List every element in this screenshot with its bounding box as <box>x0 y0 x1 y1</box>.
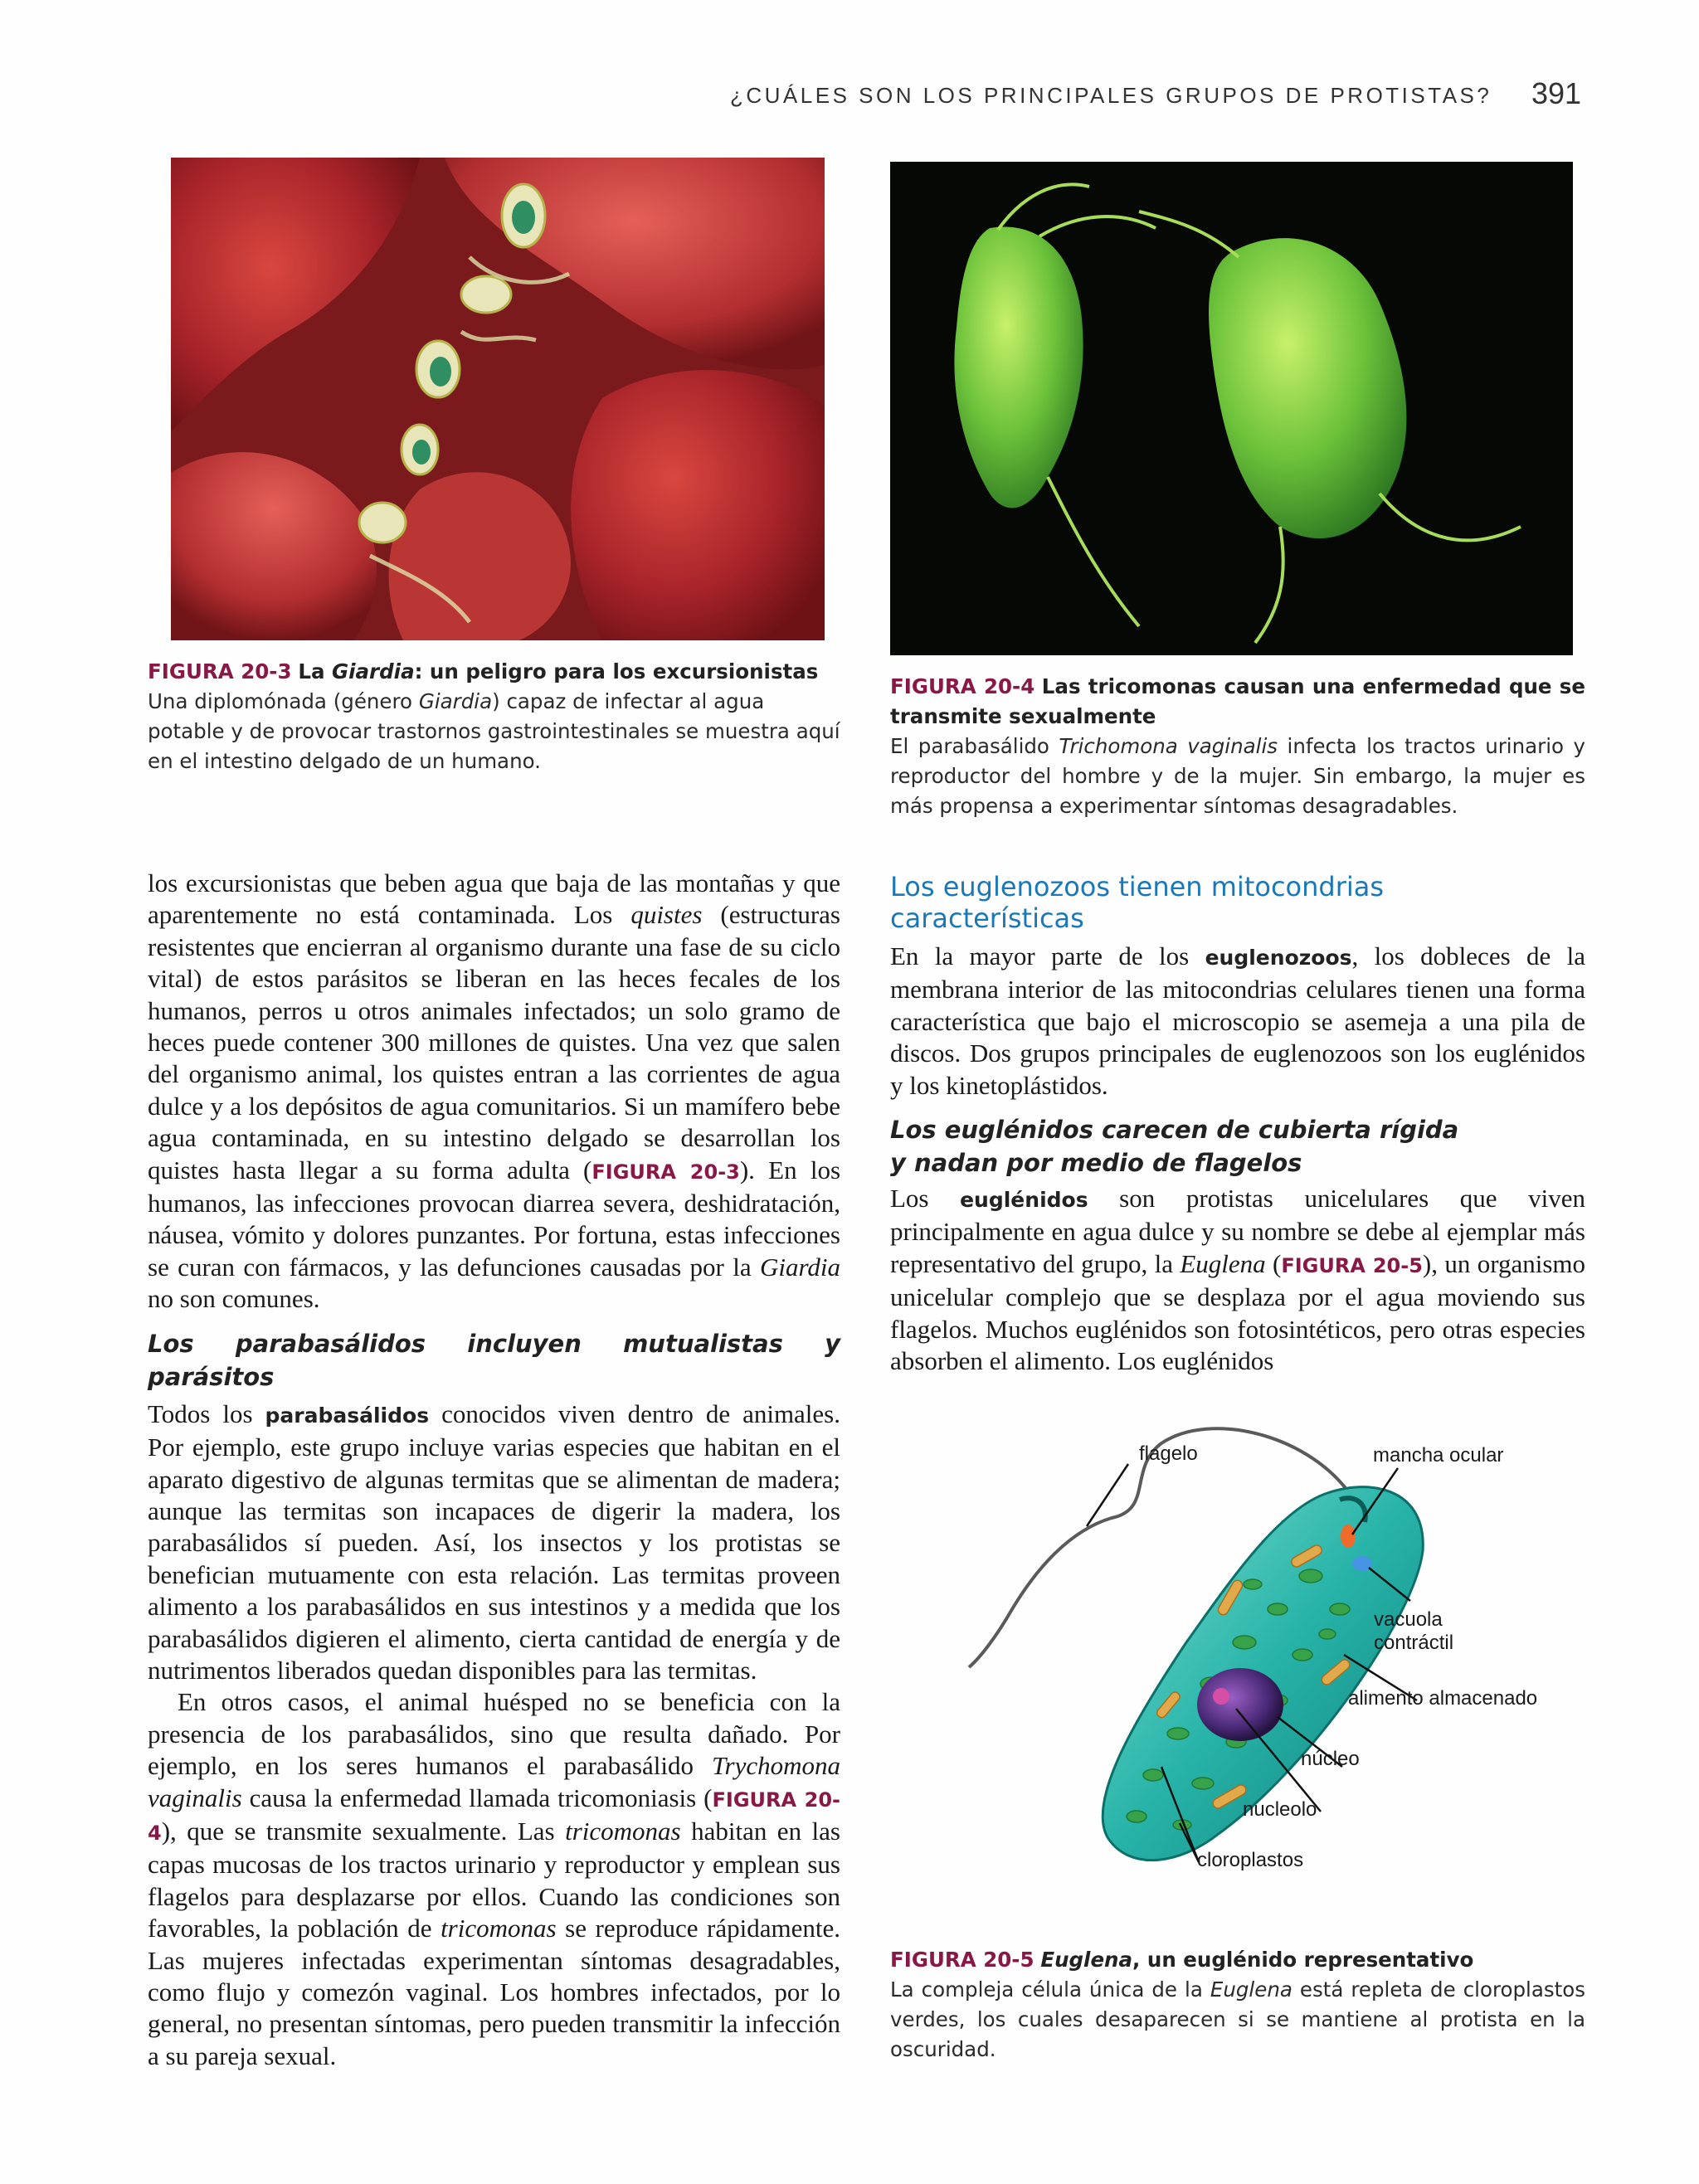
figure-20-4-caption <box>890 672 1585 821</box>
paragraph: los excursionistas que beben agua que baja de las montañas y que aparentemente no está contaminada. Los quistes (estructuras resistentes que encierran al organismo durante una fase de su ciclo vital) de estos parásitos se liberan en las heces fecales de los humanos, perros u otros animales infectados; un solo gramo de heces puede contener 300 millones de quistes. Una vez que salen del organismo animal, los quistes entran a las corrientes de agua dulce y a los depósitos de agua comunitarios. Si un mamífero bebe agua contaminada, en su intestino delgado se desarrollan los quistes hasta llegar a su forma adulta (FIGURA 20-3). En los humanos, las infecciones provocan diarrea severa, deshidratación, náusea, vómito y dolores punzantes. Por fortuna, estas infecciones se curan con fármacos, y las defunciones causadas por la Giardia no son comunes. <box>148 868 841 1314</box>
paragraph: En otros casos, el animal huésped no se beneficia con la presencia de los parabasálidos, sino que resulta dañado. Por ejemplo, en los seres humanos el parabasálido Trychomona vaginalis causa la enfermedad llamada tricomoniasis (FIGURA 20-4), que se transmite sexualmente. Las tricomonas habitan en las capas mucosas de los tractos urinario y reproductor y emplean sus flagelos para desplazarse por ellos. Cuando las condiciones son favorables, la población de tricomonas se reproduce rápidamente. Las mujeres infectadas experimentan síntomas desagradables, como flujo y comezón vaginal. Los hombres infectados, por lo general, no presentan síntomas, pero pueden transmitir la infección a su pareja sexual. <box>148 1687 841 2070</box>
key-term: parabasálidos <box>265 1403 430 1428</box>
figure-text: El parabasálido Trichomona vaginalis infecta los tractos urinario y reproductor del hombre y de la mujer. Sin embargo, la mujer es más propensa a experimentar síntomas desagradables. <box>890 734 1585 818</box>
page-number: 391 <box>1531 76 1582 110</box>
figure-20-5-diagram <box>962 1418 1568 1883</box>
right-column-text <box>890 871 1585 1377</box>
figure-text: La compleja célula única de la Euglena está repleta de cloroplastos verdes, los cuales desaparecen si se mantiene al protista en la oscuridad. <box>890 1977 1585 2061</box>
figure-label: FIGURA 20-4 <box>890 674 1035 698</box>
figure-20-4-photo <box>890 162 1573 655</box>
label-contractil: contráctil <box>1374 1632 1454 1654</box>
section-heading: Los euglenozoos tienen mitocondrias características <box>890 871 1385 934</box>
figure-title: Las tricomonas causan una enfermedad que se transmite sexualmente <box>890 674 1585 728</box>
figure-title: La Giardia: un peligro para los excursionistas <box>298 659 819 683</box>
running-header: ¿CUÁLES SON LOS PRINCIPALES GRUPOS DE PROTISTAS? <box>730 83 1492 108</box>
paragraph: Los euglénidos son protistas unicelulares que viven principalmente en agua dulce y su nombre se debe al ejemplar más representativo del grupo, la Euglena (FIGURA 20-5), un organismo unicelular complejo que se desplaza por el agua moviendo sus flagelos. Muchos euglénidos son fotosintéticos, pero otras especies absorben el alimento. Los euglénidos <box>890 1184 1586 1376</box>
figure-reference-link[interactable]: FIGURA 20-4 <box>148 1788 841 1845</box>
paragraph: Todos los parabasálidos conocidos viven dentro de animales. Por ejemplo, este grupo incluye varias especies que habitan en el aparato digestivo de algunas termitas que se alimentan de madera; aunque las termitas son incapaces de digerir la madera, los parabasálidos sí pueden. Así, los insectos y los protistas se benefician mutuamente con esta relación. Las termitas proveen alimento a los parabasálidos en sus intestinos y a medida que los parabasálidos digieren el alimento, cierta cantidad de energía y de nutrimentos liberados quedan disponibles para las termitas. <box>148 1398 840 1685</box>
paragraph: En la mayor parte de los euglenozoos, los dobleces de la membrana interior de las mitocondrias celulares tienen una forma característica que bajo el microscopio se asemeja a una pila de discos. Dos grupos principales de euglenozoos son los euglénidos y los kinetoplástidos. <box>890 941 1586 1100</box>
label-mancha-ocular: mancha ocular <box>1373 1444 1504 1467</box>
label-flagelo: flagelo <box>1139 1442 1198 1465</box>
figure-label: FIGURA 20-3 <box>148 659 292 683</box>
key-term: euglenozoos <box>1205 946 1352 970</box>
figure-20-3-photo <box>171 158 825 640</box>
figure-20-3-caption <box>148 657 843 776</box>
label-alimento-almacenado: alimento almacenado <box>1348 1687 1538 1710</box>
left-column-text <box>148 868 840 2072</box>
subsection-heading: Los euglénidos carecen de cubierta rígida y nadan por medio de flagelos <box>890 1116 1459 1178</box>
figure-text: Una diplomónada (género Giardia) capaz de infectar al agua potable y de provocar trastornos gastrointestinales se muestra aquí en el intestino delgado de un humano. <box>148 689 840 773</box>
label-cloroplastos: cloroplastos <box>1197 1849 1304 1871</box>
figure-label: FIGURA 20-5 <box>890 1948 1034 1972</box>
label-nucleolo: nucleolo <box>1243 1798 1317 1821</box>
figure-reference-link[interactable]: FIGURA 20-5 <box>1281 1253 1423 1277</box>
figure-title: Euglena, un euglénido representativo <box>1040 1948 1474 1972</box>
key-term: euglénidos <box>960 1188 1088 1213</box>
figure-reference-link[interactable]: FIGURA 20-3 <box>591 1160 740 1184</box>
label-vacuola: vacuola <box>1374 1608 1443 1631</box>
label-nucleo: núcleo <box>1301 1748 1360 1770</box>
figure-20-5-caption <box>890 1945 1585 2065</box>
subsection-heading: Los parabasálidos incluyen mutualistas y parásitos <box>148 1329 840 1391</box>
